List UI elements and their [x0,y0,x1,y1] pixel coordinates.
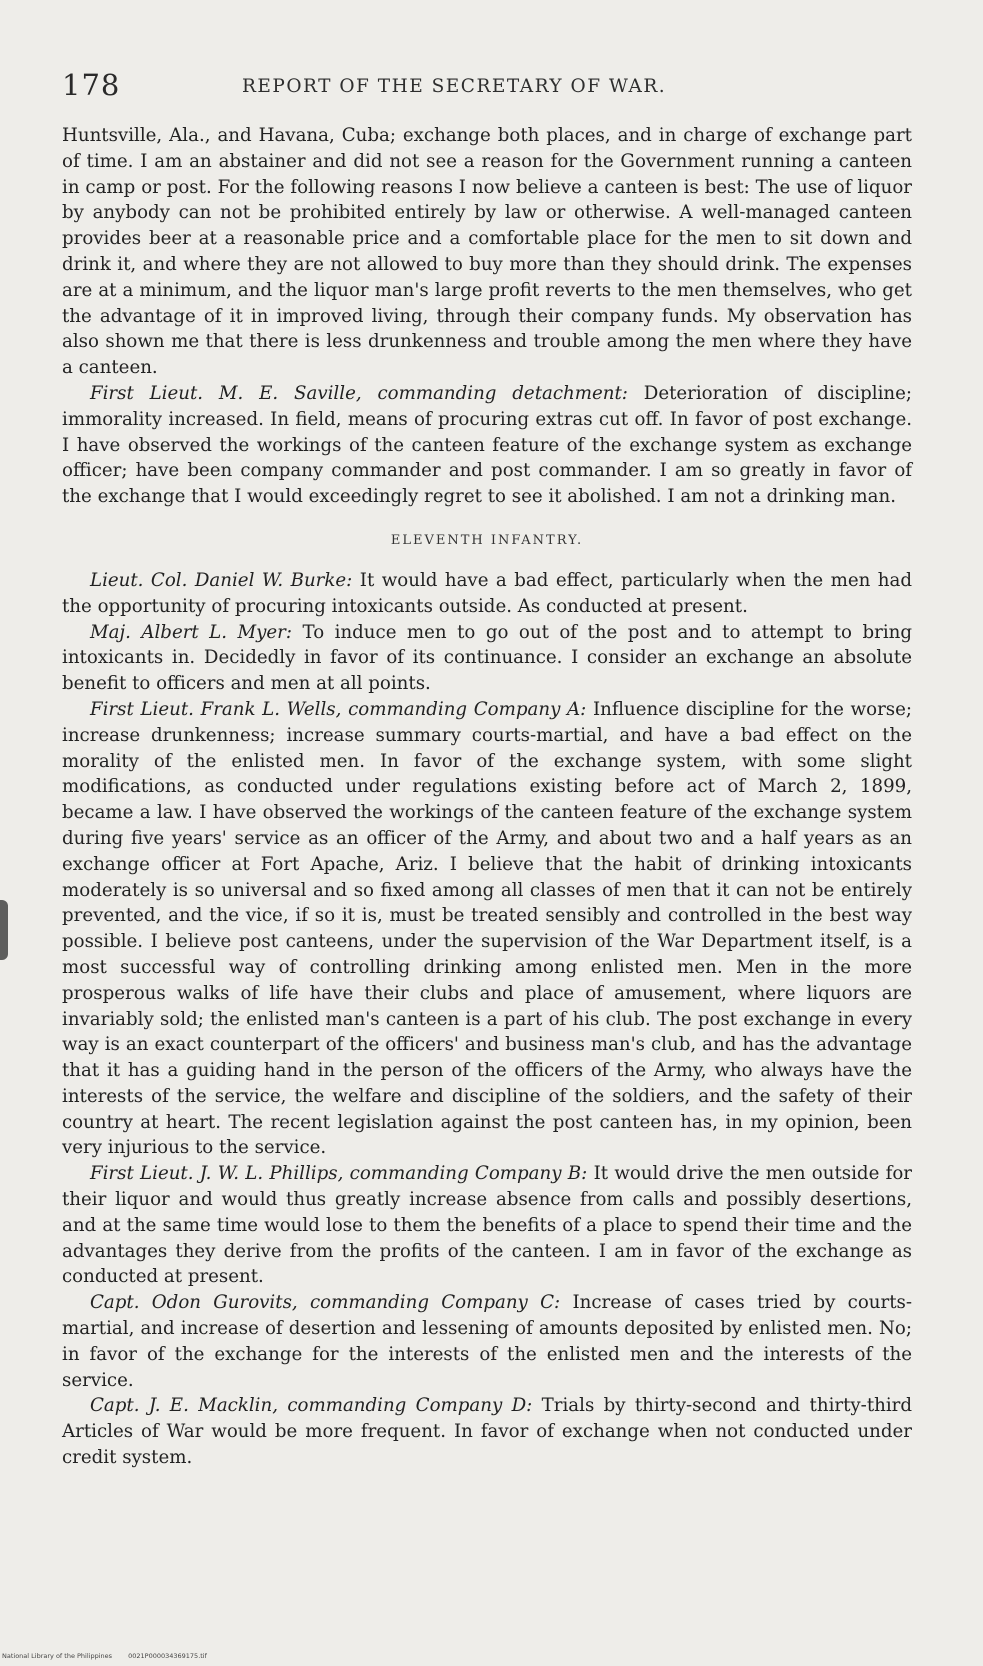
speaker-name: Maj. Albert L. Myer: [90,621,292,643]
running-head: REPORT OF THE SECRETARY OF WAR. [242,76,667,97]
page-header [62,68,922,108]
paragraph-text: Deterioration of discipline; immorality increased. In field, means of procuring extras cut off. In favor of post exchange. I have observed the workings of the canteen feature of the exchange system as exchange officer; have been company commander and post commander. I am so greatly in favor of the exchange that I would exceedingly regret to see it abolished. I am not a drinking man. [62,382,912,508]
paragraph-text: Trials by thirty-second and thirty-third Articles of War would be more frequent. In favor of exchange when not conducted under credit system. [62,1395,912,1469]
paragraph-testimony [62,1161,912,1290]
paragraph-testimony [62,620,912,697]
scan-edge-mark [0,900,8,960]
speaker-name: Lieut. Col. Daniel W. Burke: [90,569,353,591]
scan-footer [2,1652,221,1660]
paragraph-text: It would have a bad effect, particularly when the men had the opportunity of procuring intoxicants outside. As conducted at present. [62,569,912,617]
section-heading: ELEVENTH INFANTRY. [390,532,584,548]
page-number: 178 [62,68,121,102]
paragraph-continuation [62,123,912,381]
paragraph-text: Huntsville, Ala., and Havana, Cuba; exchange both places, and in charge of exchange part of time. I am an abstainer and did not see a reason for the Government running a canteen in camp or post. For the following reasons I now believe a canteen is best: The use of liquor by anybody can not be prohibited entirely by law or otherwise. A well-managed canteen provides beer at a reasonable price and a comfortable place for the men to sit down and drink it, and where they are not allowed to buy more than they should drink. The expenses are at a minimum, and the liquor man's large profit reverts to the men themselves, who get the advantage of it in improved living, through their company funds. My observation has also shown me that there is less drunkenness and trouble among the men where they have a canteen. [62,125,912,379]
footer-identifier: 0021P000034369175.tif [128,1652,207,1660]
paragraph-testimony [62,1393,912,1470]
speaker-name: Capt. Odon Gurovits, commanding Company C: [90,1292,561,1314]
paragraph-text: It would drive the men outside for their liquor and would thus greatly increase absence from calls and possibly desertions, and at the same time would lose to them the benefits of a place to spend their time and the advantages they derive from the profits of the canteen. I am in favor of the exchange as conducted at present. [62,1163,912,1288]
paragraph-text: Influence discipline for the worse; increase drunkenness; increase summary courts-martial, and have a bad effect on the morality of the enlisted men. In favor of the exchange system, with some slight modifications, as conducted under regulations existing before act of March 2, 1899, became a law. I have observed the workings of the canteen feature of the exchange system during five years' service as an officer of the Army, and about two and a half years as an exchange officer at Fort Apache, Ariz. I believe that the habit of drinking intoxicants moderately is so universal and so fixed among all classes of men that it can not be entirely prevented, and the vice, if so it is, must be treated sensibly and controlled in the best way possible. I believe post canteens, under the supervision of the War Department itself, is a most successful way of controlling drinking among enlisted men. Men in the more prosperous walks of life have their clubs and place of amusement, where liquors are invariably sold; the enlisted man's canteen is a part of his club. The post exchange in every way is an exact counterpart of the officers' and business man's club, and has the advantage that it has a guiding hand in the person of the officers of the Army, who always have the interests of the service, the welfare and discipline of the soldiers, and the safety of their country at heart. The recent legislation against the post canteen has, in my opinion, been very injurious to the service. [62,698,912,1159]
footer-library: National Library of the Philippines [2,1652,113,1660]
paragraph-testimony [62,568,912,620]
speaker-name: Capt. J. E. Macklin, commanding Company D: [90,1395,533,1417]
paragraph-text: To induce men to go out of the post and to attempt to bring intoxicants in. Decidedly in favor of its continuance. I consider an exchange an absolute benefit to officers and men at all points. [62,621,912,695]
paragraph-text: Increase of cases tried by courts-martial, and increase of desertion and lessening of amounts deposited by enlisted men. No; in favor of the exchange for the interests of the enlisted men and the interests of the service. [62,1292,912,1391]
speaker-name: First Lieut. M. E. Saville, commanding detachment: [90,382,628,404]
body-text [62,123,912,1471]
speaker-name: First Lieut. J. W. L. Phillips, commanding Company B: [90,1163,588,1185]
paragraph-testimony [62,1290,912,1393]
paragraph-testimony [62,697,912,1161]
speaker-name: First Lieut. Frank L. Wells, commanding Company A: [90,698,587,720]
paragraph-testimony [62,381,912,510]
